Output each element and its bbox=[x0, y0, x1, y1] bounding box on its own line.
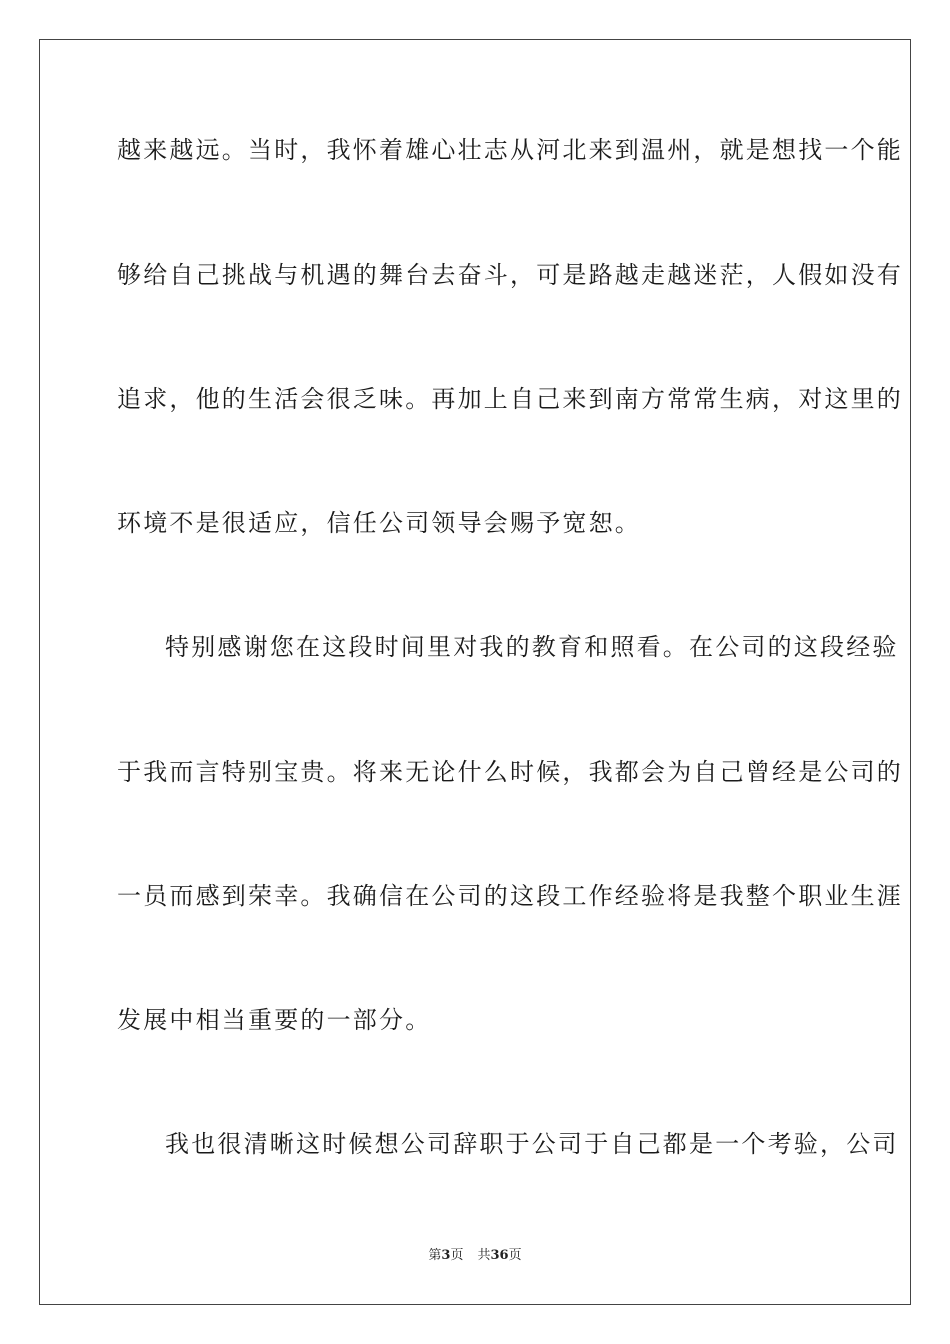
text-line: 够给自己挑战与机遇的舞台去奋斗，可是路越走越迷茫，人假如没有 bbox=[117, 261, 903, 289]
page-prefix: 第 bbox=[428, 1248, 442, 1263]
page-suffix: 页 bbox=[450, 1248, 464, 1263]
text-line: 越来越远。当时，我怀着雄心壮志从河北来到温州，就是想找一个能 bbox=[117, 136, 903, 164]
text-line: 发展中相当重要的一部分。 bbox=[117, 1006, 432, 1034]
total-pages: 36 bbox=[490, 1248, 509, 1263]
page-border bbox=[39, 39, 911, 1305]
page-number: 3 bbox=[441, 1248, 451, 1263]
text-line: 追求，他的生活会很乏味。再加上自己来到南方常常生病，对这里的 bbox=[117, 385, 903, 413]
total-prefix: 共 bbox=[477, 1248, 491, 1263]
paragraph-first-line: 我也很清晰这时候想公司辞职于公司于自己都是一个考验，公司 bbox=[165, 1130, 899, 1158]
text-line: 环境不是很适应，信任公司领导会赐予宽恕。 bbox=[117, 509, 641, 537]
page-footer bbox=[0, 1246, 950, 1266]
paragraph-first-line: 特别感谢您在这段时间里对我的教育和照看。在公司的这段经验 bbox=[165, 633, 899, 661]
text-line: 于我而言特别宝贵。将来无论什么时候，我都会为自己曾经是公司的 bbox=[117, 758, 903, 786]
total-suffix: 页 bbox=[508, 1248, 522, 1263]
text-line: 一员而感到荣幸。我确信在公司的这段工作经验将是我整个职业生涯 bbox=[117, 882, 903, 910]
